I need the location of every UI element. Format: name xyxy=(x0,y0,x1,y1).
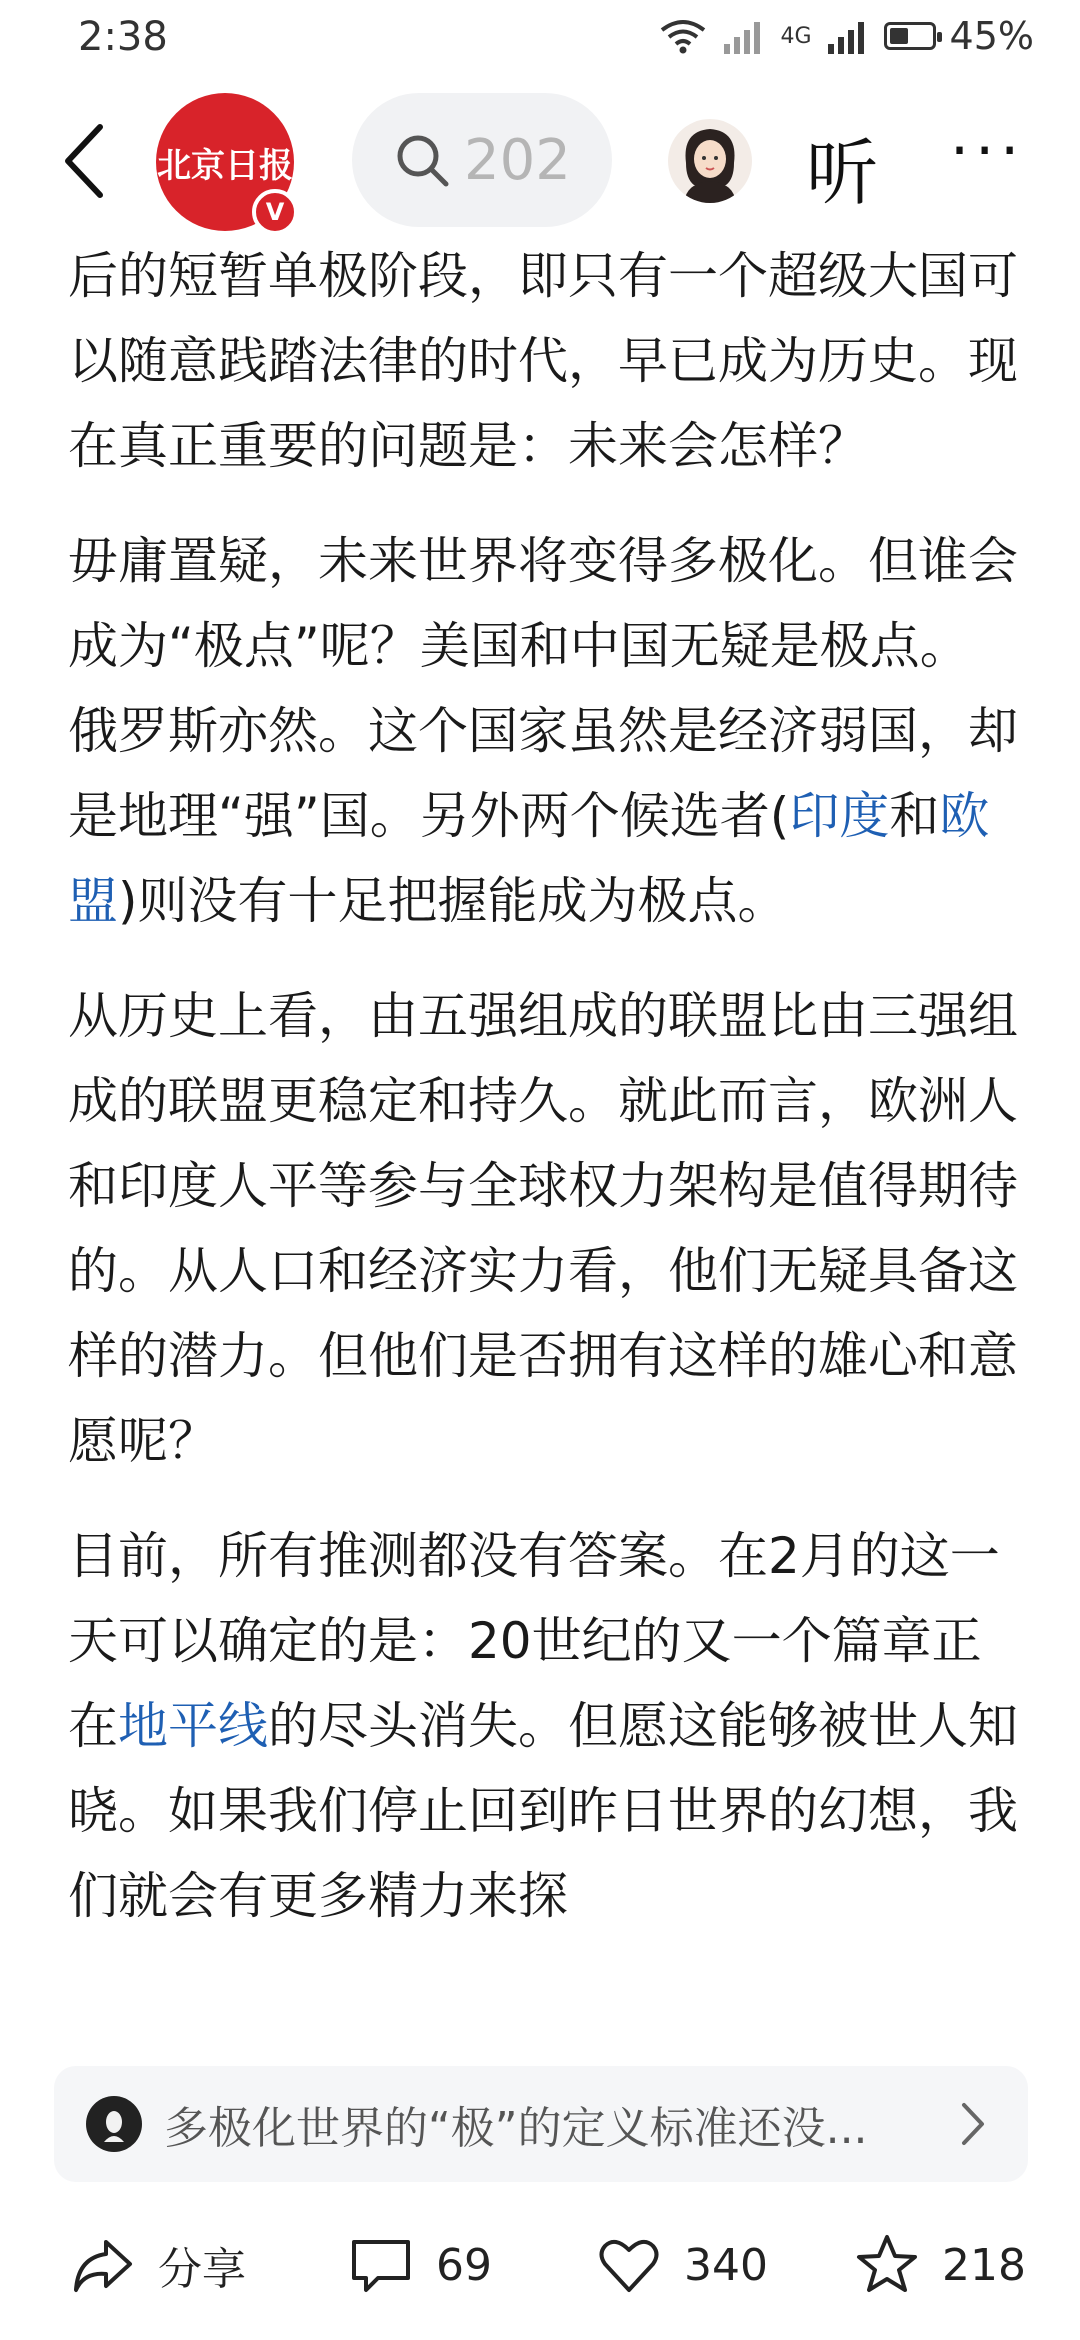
listen-voice-avatar[interactable] xyxy=(668,119,752,203)
battery-icon xyxy=(884,22,936,50)
commenter-avatar-icon xyxy=(94,2104,134,2144)
paragraph-text: 和 xyxy=(889,787,940,845)
network-type-label: 4G xyxy=(780,23,812,49)
article-paragraph-3: 从历史上看，由五强组成的联盟比由三强组成的联盟更稳定和持久。就此而言，欧洲人和印度人平等参与全球权力架构是值得期待的。从人口和经济实力看，他们无疑具备这样的潜力。但他们是否拥有这样的雄心和意愿呢？ xyxy=(68,987,1018,1470)
status-bar xyxy=(0,0,1080,80)
link-horizon[interactable]: 地平线 xyxy=(118,1697,268,1755)
likes-count: 340 xyxy=(684,2239,768,2291)
paragraph-text: 毋庸置疑，未来世界将变得多极化。但谁会成为“极点”呢？美国和中国无疑是极点。俄罗斯亦然。这个国家虽然是经济弱国，却是地理“强”国。另外两个候选者( xyxy=(68,532,1018,845)
article-paragraph-2 xyxy=(68,519,1018,944)
favorite-button[interactable] xyxy=(854,2210,1026,2320)
link-eu[interactable]: 欧盟 xyxy=(68,787,990,930)
share-icon xyxy=(70,2232,136,2298)
share-button[interactable] xyxy=(70,2210,246,2320)
like-button[interactable] xyxy=(596,2210,768,2320)
signal-strength-icon xyxy=(826,18,870,54)
comment-icon xyxy=(348,2232,414,2298)
signal-icon xyxy=(722,18,766,54)
article-nav-bar xyxy=(0,85,1080,235)
back-icon[interactable] xyxy=(56,121,116,201)
search-input[interactable] xyxy=(352,93,612,227)
status-indicators xyxy=(658,14,1034,58)
verified-badge: V xyxy=(252,189,298,235)
publisher-logo-text: 北京日报 xyxy=(157,145,293,186)
bottom-action-bar xyxy=(0,2210,1080,2320)
paragraph-text: )则没有十足把握能成为极点。 xyxy=(118,872,788,930)
article-paragraph-1: 后的短暂单极阶段，即只有一个超级大国可以随意践踏法律的时代，早已成为历史。现在真正重要的问题是：未来会怎样？ xyxy=(68,247,1018,475)
avatar-icon xyxy=(668,119,752,203)
share-label: 分享 xyxy=(158,2244,246,2295)
chevron-right-icon xyxy=(958,2099,988,2149)
star-icon xyxy=(854,2232,920,2298)
heart-icon xyxy=(596,2232,662,2298)
link-india[interactable]: 印度 xyxy=(789,787,890,845)
comment-preview-bar[interactable] xyxy=(54,2066,1028,2182)
article-paragraph-4 xyxy=(68,1514,1018,1939)
search-icon xyxy=(394,132,450,188)
more-options-button[interactable]: ··· xyxy=(950,116,1026,186)
article-body xyxy=(68,234,1018,2048)
listen-button[interactable]: 听 xyxy=(806,131,879,215)
commenter-avatar xyxy=(86,2096,142,2152)
favorites-count: 218 xyxy=(942,2239,1026,2291)
battery-percent: 45% xyxy=(949,14,1034,58)
comment-preview-text: 多极化世界的“极”的定义标准还没... xyxy=(164,2103,868,2154)
comments-count: 69 xyxy=(436,2239,492,2291)
paragraph-text: 目前，所有推测都没有答案。在2月的这一天可以确定的是：20世纪的又一个篇章正在 xyxy=(68,1527,1000,1755)
comments-button[interactable] xyxy=(348,2210,492,2320)
paragraph-text: 的尽头消失。但愿这能够被世人知晓。如果我们停止回到昨日世界的幻想，我们就会有更多精力来探 xyxy=(68,1697,1018,1925)
wifi-icon xyxy=(658,18,708,54)
status-time: 2:38 xyxy=(78,14,168,60)
search-placeholder: 202 xyxy=(464,127,571,193)
